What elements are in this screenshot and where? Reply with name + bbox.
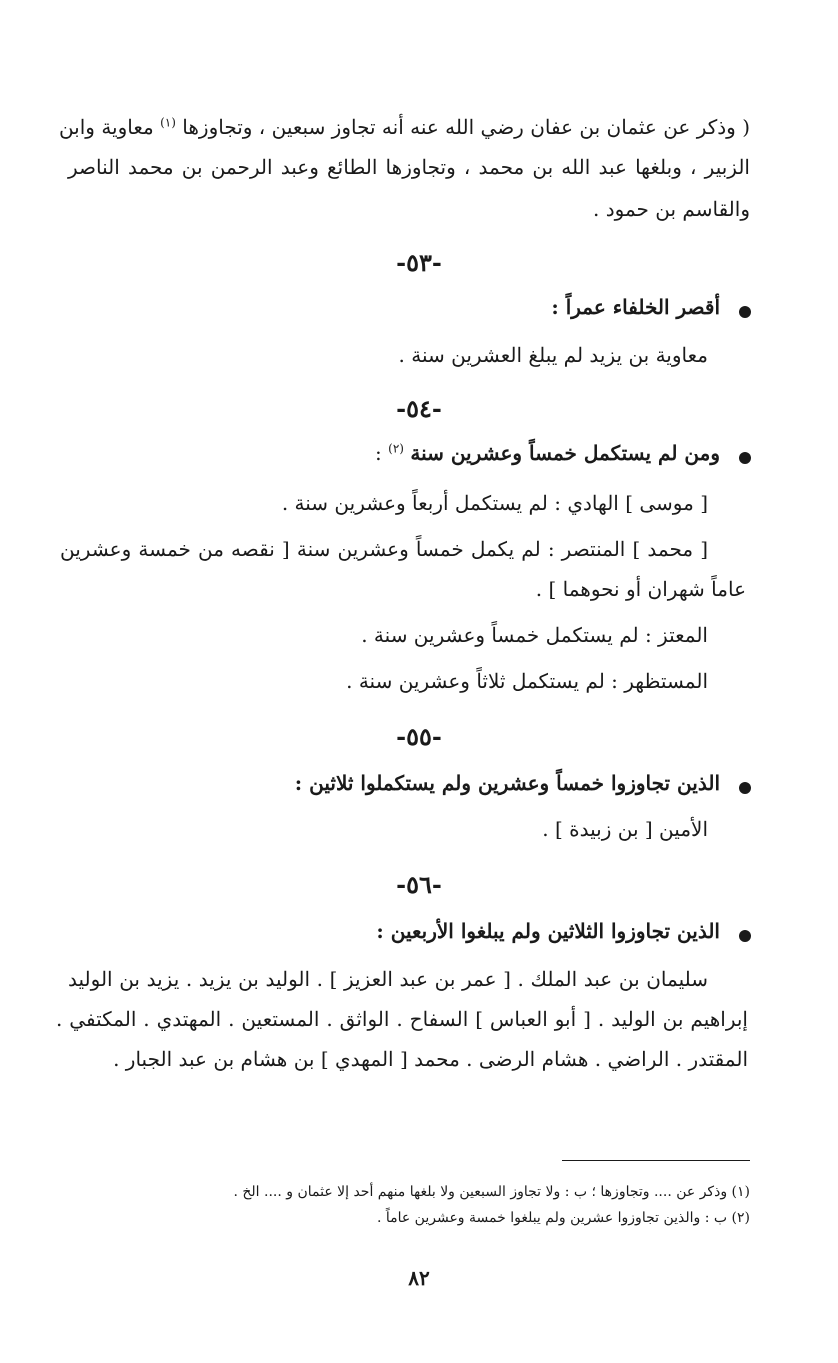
bullet-icon [739,930,751,942]
footnote-ref-1: (١) [160,115,176,130]
section-56-line-1: سليمان بن عبد الملك . [ عمر بن عبد العزيز ] . الوليد بن يزيد . يزيد بن الوليد [68,967,708,991]
section-heading-55: الذين تجاوزوا خمساً وعشرين ولم يستكملوا ثلاثين : [294,771,720,795]
section-56-line-2: إبراهيم بن الوليد . [ أبو العباس ] السفاح . الواثق . المستعين . المهتدي . المكتفي . [56,1007,748,1031]
intro-line-2: الزبير ، وبلغها عبد الله بن محمد ، وتجاوزها الطائع وعبد الرحمن بن محمد الناصر [68,155,750,179]
section-heading-56: الذين تجاوزوا الثلاثين ولم يبلغوا الأربعين : [376,919,720,943]
section-number-54: -٥٤- [396,394,442,423]
section-heading-54-end: : [375,441,382,465]
section-53-line-1: معاوية بن يزيد لم يبلغ العشرين سنة . [398,343,708,367]
bullet-icon [739,306,751,318]
section-56-line-3: المقتدر . الراضي . هشام الرضى . محمد [ المهدي ] بن هشام بن عبد الجبار . [113,1047,748,1071]
section-54-line-4: المعتز : لم يستكمل خمساً وعشرين سنة . [361,623,708,647]
footnote-2: (٢) ب : والذين تجاوزوا عشرين ولم يبلغوا خمسة وعشرين عاماً . [376,1210,750,1226]
page-number: ٨٢ [408,1266,430,1290]
section-heading-54-text: ومن لم يستكمل خمساً وعشرين سنة [410,441,720,465]
intro-line-1-end: معاوية وابن [58,115,154,139]
section-heading-54 [100,438,720,468]
bullet-icon [739,782,751,794]
footnote-1: (١) وذكر عن .... وتجاوزها ؛ ب : ولا تجاوز السبعين ولا بلغها منهم أحد إلا عثمان و .... الخ . [233,1184,750,1200]
footnote-ref-2: (٢) [388,441,404,456]
section-number-53: -٥٣- [396,248,442,277]
section-number-55: -٥٥- [396,722,442,751]
footnote-divider [562,1160,750,1161]
intro-line-1 [58,112,750,142]
section-54-line-2: [ محمد ] المنتصر : لم يكمل خمساً وعشرين سنة [ نقصه من خمسة وعشرين [60,537,708,561]
section-number-56: -٥٦- [396,870,442,899]
intro-line-1-text: ( وذكر عن عثمان بن عفان رضي الله عنه أنه تجاوز سبعين ، وتجاوزها [182,115,750,139]
section-54-line-1: [ موسى ] الهادي : لم يستكمل أربعاً وعشرين سنة . [281,491,708,515]
section-heading-53: أقصر الخلفاء عمراً : [551,295,720,319]
intro-line-3: والقاسم بن حمود . [593,197,750,221]
section-55-line-1: الأمين [ بن زبيدة ] . [542,817,708,841]
section-54-line-5: المستظهر : لم يستكمل ثلاثاً وعشرين سنة . [346,669,708,693]
bullet-icon [739,452,751,464]
section-54-line-3: عاماً شهران أو نحوهما ] . [535,577,746,601]
